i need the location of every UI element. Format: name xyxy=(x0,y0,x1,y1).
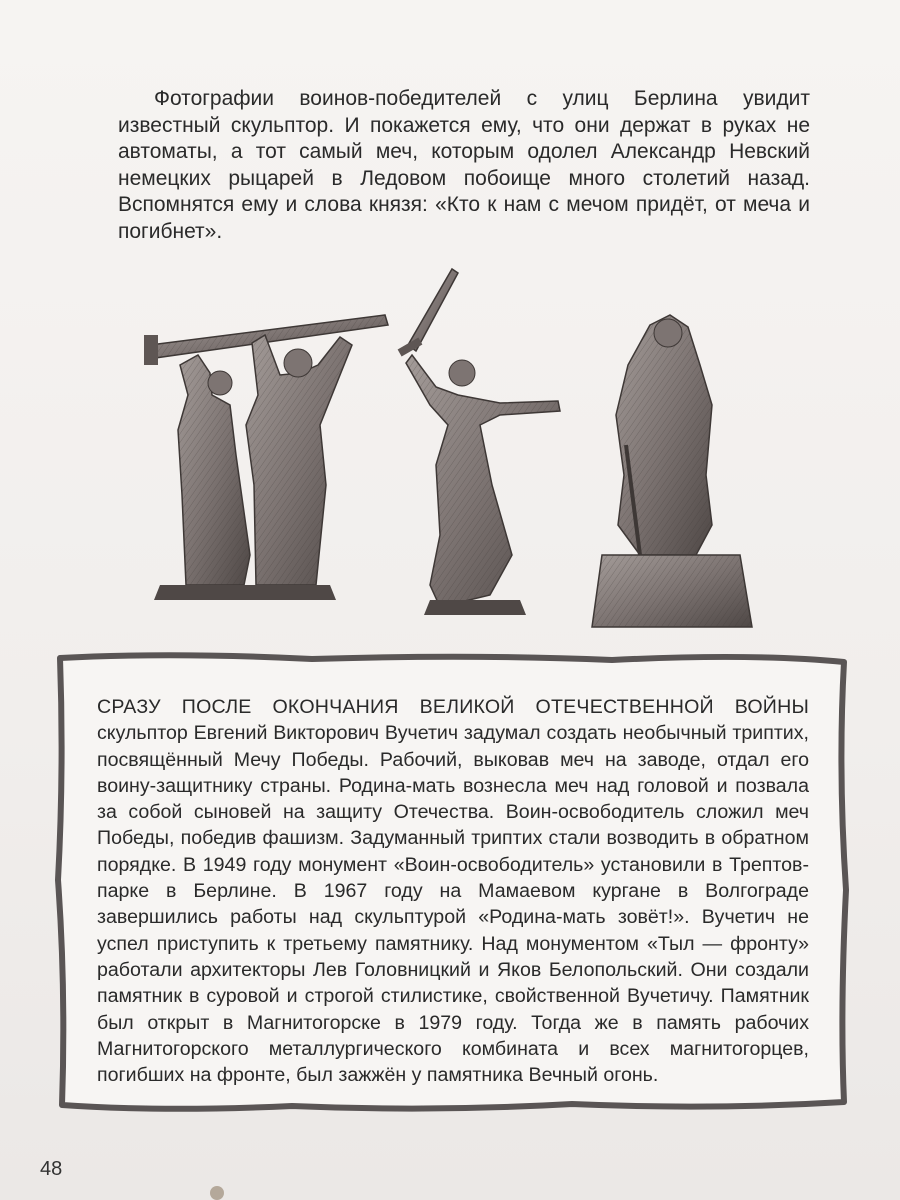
info-box-body: скульптор Евгений Викторович Вучетич задумал создать необычный триптих, посвящённый Мечу Победы. Рабочий, выковав меч на заводе, отдал его воину-защитнику страны. Родина-мать вознесла меч над головой и позвала за собой сыновей на защиту Отечества. Воин-освободитель сложил меч Победы, победив фашизм. Задуманный триптих стали возводить в обратном порядке. В 1949 году монумент «Воин-освободитель» установили в Трептов-парке в Берлине. В 1967 году на Мамаевом кургане в Волгограде завершились работы над скульптурой «Родина-мать зовёт!». Вучетич не успел приступить к третьему памятнику. Над монументом «Тыл — фронту» работали архитекторы Лев Головницкий и Яков Белопольский. Они создали памятник в суровой и строгой стилистике, свойственной Вучетичу. Памятник был открыт в Магнитогорске в 1979 году. Тогда же в память рабочих Магнитогорского металлургического комбината и всех магнитогорцев, погибших на фронте, был зажжён у памятника Вечный огонь. xyxy=(97,722,809,1087)
monument-warrior-liberator xyxy=(592,315,752,627)
monument-rear-to-front xyxy=(144,315,388,600)
monuments-illustration xyxy=(140,255,770,640)
paper-blot xyxy=(210,1186,224,1200)
info-box-heading: СРАЗУ ПОСЛЕ ОКОНЧАНИЯ ВЕЛИКОЙ ОТЕЧЕСТВЕННОЙ ВОЙНЫ xyxy=(97,696,809,718)
page-number: 48 xyxy=(40,1158,63,1180)
intro-paragraph: Фотографии воинов-победителей с улиц Берлина увидит известный скульптор. И покажется ему, что они держат в руках не автоматы, а тот самый меч, которым одолел Александр Невский немецких рыцарей в Ледовом побоище много столетий назад. Вспомнятся ему и слова князя: «Кто к нам с мечом придёт, от меча и погибнет». xyxy=(118,87,810,243)
monument-motherland-calls xyxy=(398,269,560,615)
info-box-text xyxy=(97,694,809,1088)
